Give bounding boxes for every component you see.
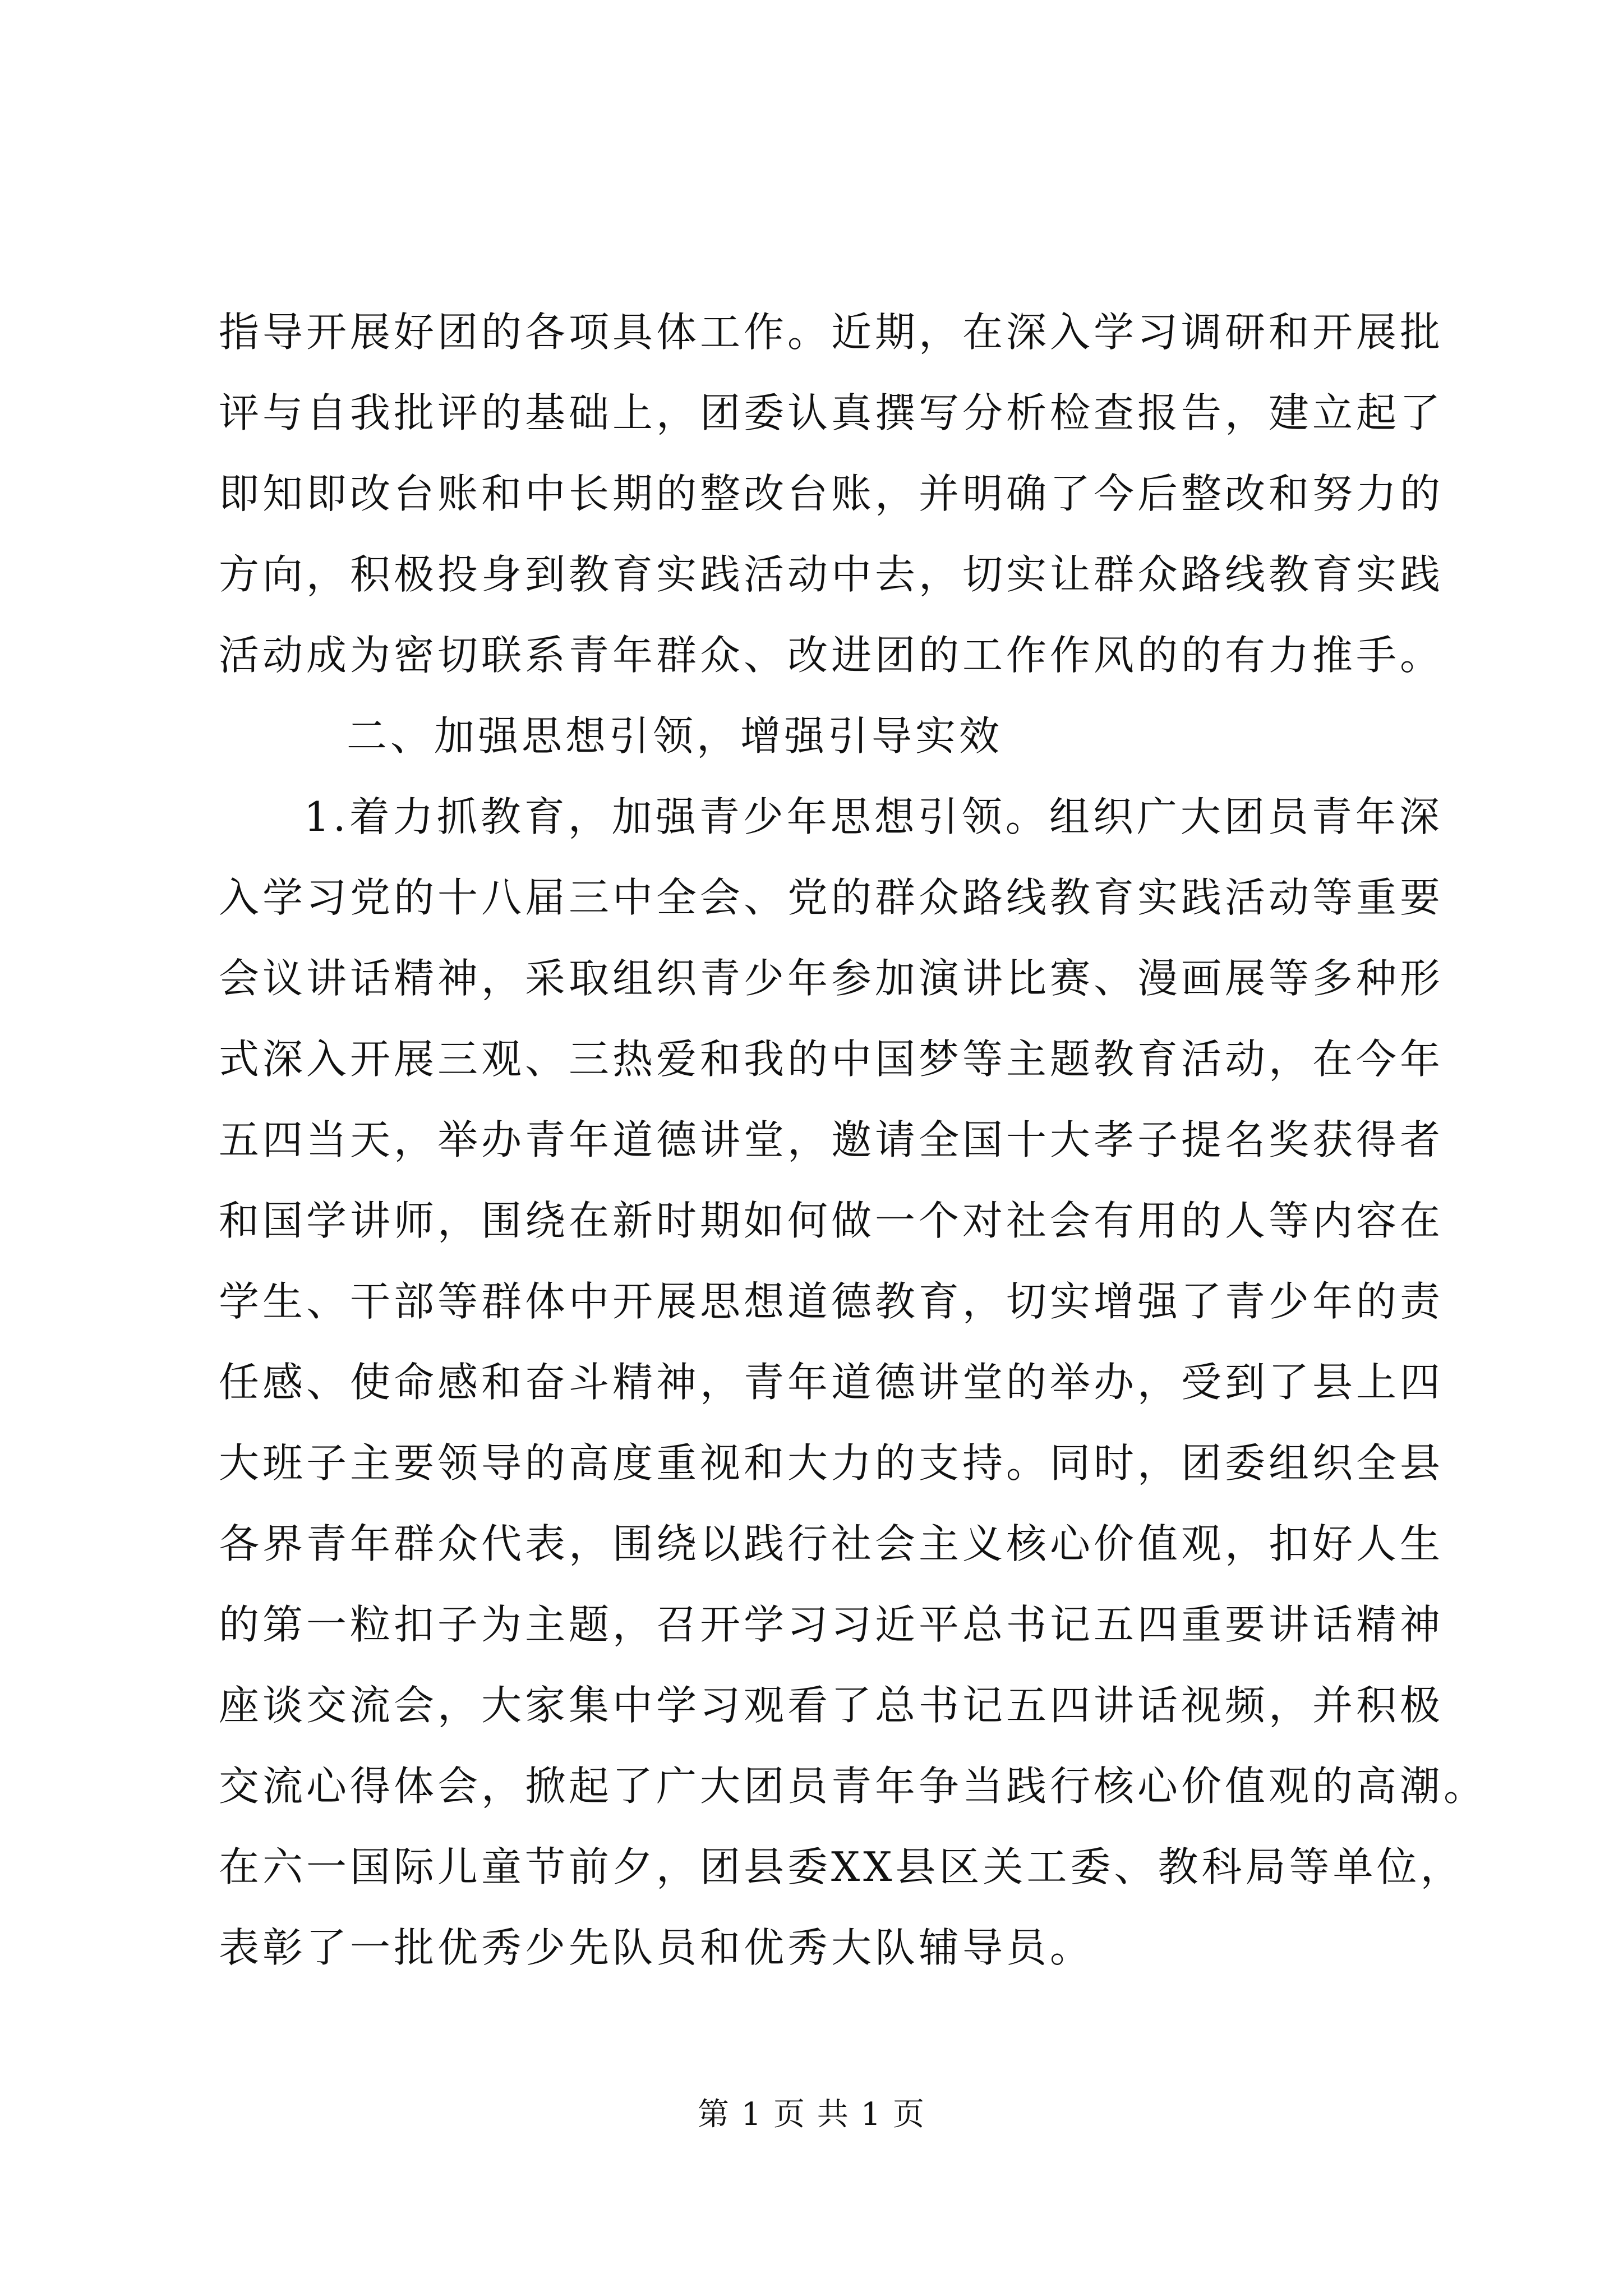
body-line: 评与自我批评的基础上，团委认真撰写分析检查报告，建立起了	[219, 389, 1444, 436]
paragraph-line: 任感、使命感和奋斗精神，青年道德讲堂的举办，受到了县上四	[219, 1359, 1444, 1406]
paragraph-line: 的第一粒扣子为主题，召开学习习近平总书记五四重要讲话精神	[219, 1601, 1444, 1648]
paragraph-first-line: 1.着力抓教育，加强青少年思想引领。组织广大团员青年深	[304, 793, 1443, 840]
paragraph-line: 交流心得体会，掀起了广大团员青年争当践行核心价值观的高潮。	[219, 1763, 1488, 1810]
paragraph-line: 座谈交流会，大家集中学习观看了总书记五四讲话视频，并积极	[219, 1682, 1444, 1729]
paragraph-line: 在六一国际儿童节前夕，团县委XX县区关工委、教科局等单位，	[219, 1843, 1464, 1890]
paragraph-line: 会议讲话精神，采取组织青少年参加演讲比赛、漫画展等多种形	[219, 955, 1444, 1002]
section-heading: 二、加强思想引领，增强引导实效	[347, 712, 1003, 760]
paragraph-line: 大班子主要领导的高度重视和大力的支持。同时，团委组织全县	[219, 1439, 1444, 1487]
body-line: 即知即改台账和中长期的整改台账，并明确了今后整改和努力的	[219, 470, 1444, 517]
page-footer: 第 1 页 共 1 页	[697, 2096, 926, 2133]
body-line: 方向，积极投身到教育实践活动中去，切实让群众路线教育实践	[219, 551, 1444, 598]
paragraph-line: 入学习党的十八届三中全会、党的群众路线教育实践活动等重要	[219, 874, 1444, 921]
paragraph-line: 式深入开展三观、三热爱和我的中国梦等主题教育活动，在今年	[219, 1036, 1444, 1083]
paragraph-last-line: 表彰了一批优秀少先队员和优秀大队辅导员。	[219, 1924, 1094, 1971]
paragraph-line: 和国学讲师，围绕在新时期如何做一个对社会有用的人等内容在	[219, 1197, 1444, 1244]
document-body	[219, 292, 1488, 1988]
paragraph-line: 学生、干部等群体中开展思想道德教育，切实增强了青少年的责	[219, 1278, 1444, 1325]
paragraph-line: 五四当天，举办青年道德讲堂，邀请全国十大孝子提名奖获得者	[219, 1116, 1444, 1163]
body-line: 指导开展好团的各项具体工作。近期，在深入学习调研和开展批	[219, 309, 1444, 356]
paragraph-line: 各界青年群众代表，围绕以践行社会主义核心价值观，扣好人生	[219, 1520, 1444, 1567]
body-line: 活动成为密切联系青年群众、改进团的工作作风的的有力推手。	[219, 632, 1444, 679]
